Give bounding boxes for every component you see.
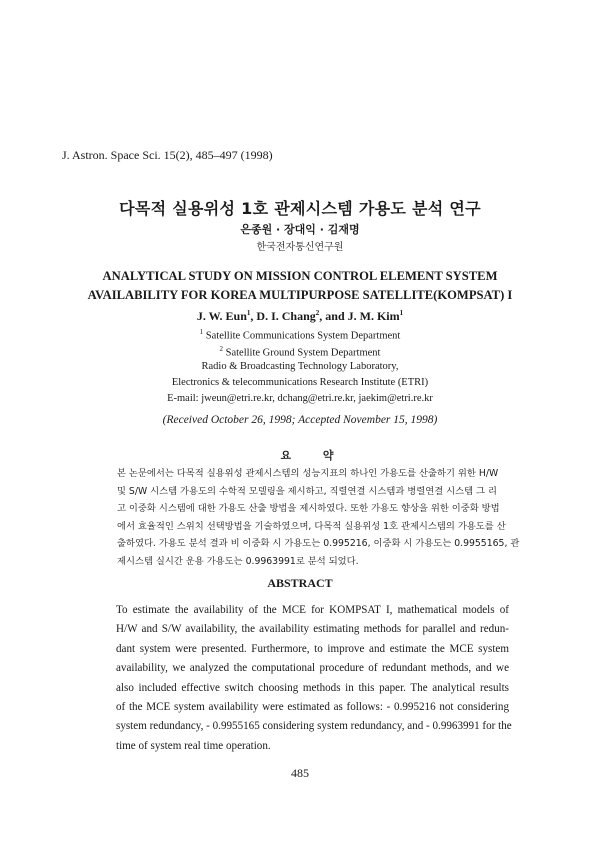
korean-title: 다목적 실용위성 1호 관제시스템 가용도 분석 연구	[119, 199, 481, 218]
english-title-line: AVAILABILITY FOR KOREA MULTIPURPOSE SATELLITE(KOMPSAT) I	[87, 288, 513, 302]
affiliation-1	[0, 328, 600, 342]
korean-abstract-line: 제시스템 실시간 운용 가용도는 0.9963991로 분석 되었다.	[117, 555, 359, 567]
english-authors	[0, 309, 600, 324]
author-separator: ,	[250, 309, 257, 323]
korean-abstract-line: 및 S/W 시스템 가용도의 수학적 모델링을 제시하고, 직렬연결 시스템과 병렬연결 시스템 그 리	[117, 485, 497, 497]
abstract-line: dant system were presented. Furthermore, to improve and estimate the MCE system	[116, 642, 509, 655]
english-title	[0, 267, 600, 305]
english-title-line: ANALYTICAL STUDY ON MISSION CONTROL ELEMENT SYSTEM	[102, 269, 498, 283]
affiliation-text: Satellite Communications System Department	[205, 330, 401, 342]
author-separator: , and	[319, 309, 348, 323]
korean-institution: 한국전자통신연구원	[256, 242, 344, 253]
journal-citation: J. Astron. Space Sci. 15(2), 485–497 (1998)	[62, 148, 273, 162]
author-name: J. W. Eun	[196, 309, 247, 323]
abstract-line: To estimate the availability of the MCE for KOMPSAT I, mathematical models of	[116, 604, 509, 616]
email-line: E-mail: jweun@etri.re.kr, dchang@etri.re.kr, jaekim@etri.re.kr	[167, 393, 433, 404]
abstract-line: H/W and S/W availability, the availability estimating methods for parallel and redun-	[116, 623, 509, 636]
institute-line: Radio & Broadcasting Technology Laboratory,	[201, 361, 399, 372]
korean-abstract-line: 본 논문에서는 다목적 실용위성 관제시스템의 성능지표의 하나인 가용도를 산출하기 위한 H/W	[117, 468, 499, 479]
author-affiliation-mark: 1	[399, 309, 404, 317]
author-name: D. I. Chang	[256, 309, 316, 323]
author-name: J. M. Kim	[347, 309, 400, 323]
abstract-line: system redundancy, - 0.9955165 considering system redundancy, and - 0.9963991 for the	[116, 720, 512, 733]
affiliation-mark: 2	[219, 345, 223, 353]
korean-abstract-line: 에서 효율적인 스위치 선택방법을 기술하였으며, 다목적 실용위성 1호 관제시스템의 가용도를 산	[117, 520, 506, 532]
korean-abstract	[117, 465, 520, 571]
affiliation-2	[0, 345, 600, 359]
author-affiliation-mark: 1	[246, 309, 251, 317]
abstract-line: also included effective switch choosing methods in this paper. The analytical results	[116, 681, 509, 694]
affiliation-text: Satellite Ground System Department	[225, 347, 381, 359]
abstract-heading: ABSTRACT	[267, 576, 333, 590]
korean-abstract-heading: 요 약	[280, 449, 348, 462]
korean-abstract-line: 출하였다. 가용도 분석 결과 비 이중화 시 가용도는 0.995216, 이중화 시 가용도는 0.9955165, 관	[117, 538, 520, 550]
author-affiliation-mark: 2	[315, 309, 320, 317]
abstract-line: availability, we analyzed the computational procedure of redundant methods, and we	[116, 662, 509, 675]
korean-abstract-line: 고 이중화 시스템에 대한 가용도 산출 방법을 제시하였다. 또한 가용도 향상을 위한 이중화 방법	[117, 503, 500, 515]
abstract-line: of the MCE system availability were estimated as follows: - 0.995216 not considering	[116, 701, 509, 714]
abstract	[116, 601, 512, 756]
korean-authors: 은종원 · 장대익 · 김재명	[240, 223, 360, 236]
abstract-line: time of system real time operation.	[116, 739, 271, 752]
received-dates: (Received October 26, 1998; Accepted November 15, 1998)	[162, 414, 438, 426]
page-number: 485	[291, 766, 309, 780]
affiliation-mark: 1	[199, 328, 204, 336]
institute-line: Electronics & telecommunications Research Institute (ETRI)	[171, 377, 429, 388]
